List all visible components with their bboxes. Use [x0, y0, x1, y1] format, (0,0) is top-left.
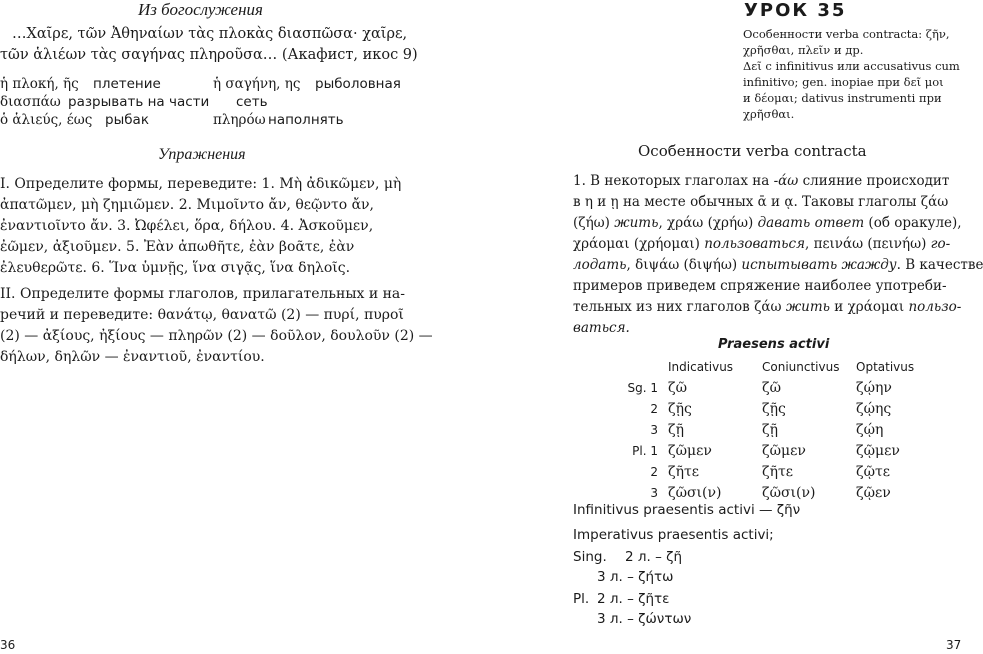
vocab-meaning: плетение [93, 76, 161, 92]
quote-line-1: …Χαῖρε, τῶν Ἀθηναίων τὰς πλοκὰς διασπῶσα· χαῖρε, [12, 26, 408, 42]
row-label: 2 [650, 401, 658, 416]
imperative-title: Imperativus praesentis activi; [573, 527, 774, 543]
quote-line-2: τῶν ἁλιέων τὰς σαγήνας πληροῦσα… (Акафист, икос 9) [0, 47, 418, 63]
table-cell: ζῴης [856, 400, 892, 417]
table-row [618, 461, 950, 482]
vocab-word: ἡ πλοκή, ῆς [0, 76, 79, 92]
exercise-1-line: ἐλευθερῶτε. 6. Ἵνα ὑμνῇς, ἵνα σιγᾷς, ἵνα δηλοῖς. [0, 260, 351, 276]
vocab-word: ἡ σαγήνη, ης [213, 76, 301, 92]
summary-line: и δέομαι; dativus instrumenti при [743, 91, 942, 105]
row-label: 2 [650, 464, 658, 479]
exercise-2-line: δήλων, δηλῶν — ἐναντιοῦ, ἐναντίου. [0, 349, 265, 365]
right-page [480, 0, 983, 654]
para-line: лодать, διψάω (διψήω) испытывать жажду. В качестве [573, 257, 983, 273]
exercise-1-line: ἐῶμεν, ἀξιοῦμεν. 5. Ἐὰν ἀπωθῆτε, ἐὰν βοᾶτε, ἐὰν [0, 239, 355, 255]
vocab-word: πληρόω [213, 112, 266, 128]
vocab-word: διασπάω [0, 94, 61, 110]
row-label: 3 [650, 422, 658, 437]
vocab-meaning: рыболовная [315, 76, 401, 92]
row-label: Sg. 1 [627, 380, 658, 395]
summary-line: infinitivo; gen. inopiae при δεῖ μοι [743, 75, 944, 89]
infinitive-line: Infinitivus praesentis activi — ζῆν [573, 502, 801, 518]
table-cell: ζῶσι(ν) [762, 484, 816, 501]
exercise-1-line: ἐναντιοῖντο ἄν. 3. Ὠφέλει, ὅρα, δήλου. 4. Ἀσκοῦμεν, [0, 218, 374, 234]
table-cell: ζῶ [668, 379, 688, 396]
para-line: (ζήω) жить, χράω (χρήω) давать ответ (об оракуле), [573, 215, 962, 231]
vocab-word: ὁ ἁλιεύς, έως [0, 112, 93, 128]
para-line: в η и ῃ на месте обычных ᾱ и ᾳ. Таковы глаголы ζάω [573, 194, 949, 210]
exercise-2-line: (2) — ἀξίους, ἠξίους — πληρῶν (2) — δοῦλον, δουλοῦν (2) — [0, 328, 433, 344]
row-label: 3 [650, 485, 658, 500]
summary-line: χρῆσθαι. [743, 107, 795, 121]
imperative-sg2: 2 л. – ζῆ [625, 549, 683, 565]
exercise-1-line: ἀπατῶμεν, μὴ ζημιῶμεν. 2. Μιμοῖντο ἄν, θεῷντο ἄν, [0, 197, 375, 213]
summary-line: Особенности verba contracta: ζῆν, [743, 27, 950, 41]
para-line: тельных из них глаголов ζάω жить и χράομαι пользо- [573, 299, 962, 315]
table-cell: ζῴην [856, 379, 892, 396]
page-number: 37 [946, 638, 962, 652]
conjugation-table-title: Praesens activi [718, 337, 830, 352]
exercise-2-line: речий и переведите: θανάτῳ, θανατῶ (2) — πυρί, πυροῖ [0, 307, 404, 323]
lesson-summary [743, 26, 960, 122]
table-cell: ζῶμεν [668, 442, 712, 459]
table-cell: ζῆτε [668, 463, 699, 480]
table-header-row [618, 357, 950, 377]
table-cell: ζῶσι(ν) [668, 484, 722, 501]
exercise-2-line: II. Определите формы глаголов, прилагательных и на- [0, 286, 406, 302]
para-line: 1. В некоторых глаголах на -άω слияние происходит [573, 173, 950, 189]
table-row [618, 440, 950, 461]
vocab-meaning: наполнять [268, 112, 344, 128]
table-cell: ζῇς [762, 400, 786, 417]
para-line: примеров приведем спряжение наиболее употреби- [573, 278, 947, 294]
body-paragraph [573, 171, 983, 339]
imperative-pl3: 3 л. – ζώντων [597, 611, 692, 627]
para-line: ваться. [573, 320, 630, 336]
vocab-meaning: сеть [236, 94, 268, 110]
table-cell: ζῶμεν [762, 442, 806, 459]
exercises-title: Упражнения [158, 146, 246, 163]
summary-line: χρῆσθαι, πλεῖν и др. [743, 43, 864, 57]
conjugation-table [618, 357, 950, 503]
left-page [0, 0, 480, 654]
column-header: Coniunctivus [762, 360, 840, 374]
table-row [618, 398, 950, 419]
vocab-meaning: разрывать на части [68, 94, 210, 110]
imperative-pl-label: Pl. [573, 591, 590, 607]
column-header: Optativus [856, 360, 915, 374]
table-cell: ζῷτε [856, 463, 891, 480]
table-cell: ζῇς [668, 400, 692, 417]
row-label: Pl. 1 [632, 443, 658, 458]
section-title: Особенности verba contracta [638, 142, 867, 160]
table-cell: ζῷεν [856, 484, 891, 501]
imperative-sg3: 3 л. – ζήτω [597, 569, 674, 585]
summary-line: Δεῖ с infinitivus или accusativus cum [743, 59, 960, 73]
table-cell: ζῇ [668, 421, 684, 438]
imperative-sg-label: Sing. [573, 549, 607, 565]
table-row [618, 419, 950, 440]
section-header: Из богослужения [138, 0, 263, 19]
lesson-title: УРОК 35 [744, 0, 847, 21]
table-row [618, 377, 950, 398]
imperative-pl2: 2 л. – ζῆτε [597, 591, 670, 607]
table-cell: ζῷμεν [856, 442, 900, 459]
table-row [618, 482, 950, 503]
table-cell: ζῶ [762, 379, 782, 396]
exercise-1 [0, 174, 401, 279]
column-header: Indicativus [668, 360, 734, 374]
table-cell: ζῴη [856, 421, 884, 438]
exercise-2 [0, 284, 433, 368]
exercise-1-line: I. Определите формы, переведите: 1. Μὴ ἀδικῶμεν, μὴ [0, 176, 402, 192]
para-line: χράομαι (χρήομαι) пользоваться, πεινάω (πεινήω) го- [573, 236, 951, 252]
table-cell: ζῆτε [762, 463, 793, 480]
table-cell: ζῇ [762, 421, 778, 438]
vocab-meaning: рыбак [105, 112, 149, 128]
page-number: 36 [0, 638, 16, 652]
